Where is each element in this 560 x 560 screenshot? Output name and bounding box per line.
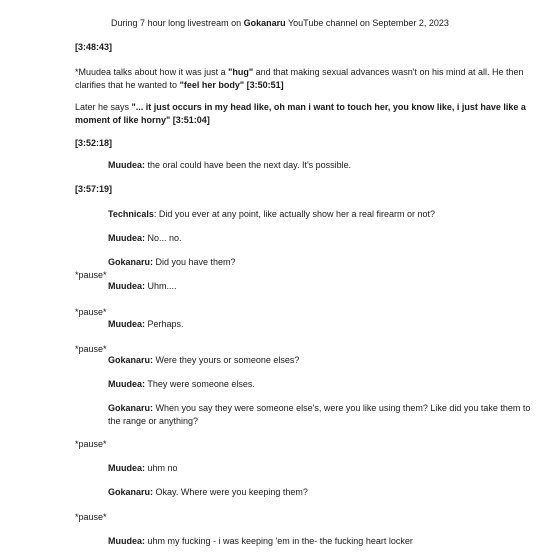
dialogue-line [108, 402, 538, 428]
line-text: Okay. Where were you keeping them? [153, 487, 308, 497]
line-text: uhm my fucking - i was keeping 'em in the- the fucking heart locker [145, 536, 413, 546]
speaker: Gokanaru: [108, 355, 154, 365]
paragraph-text: and that making sexual advances wasn't on his mind at all. He then clarifies that he wanted to [75, 67, 524, 90]
quote-feel: "feel her body" [179, 80, 245, 90]
speaker: Muudea: [108, 536, 145, 546]
dialogue-line [108, 535, 413, 548]
dialogue-line [108, 486, 308, 499]
header-text-end: YouTube channel on September 2, 2023 [285, 18, 449, 28]
line-text: When you say they were someone else's, were you like using them? Like did you take them to the range or anything? [108, 403, 531, 426]
quote-hug: "hug" [228, 67, 254, 77]
line-text: They were someone elses. [145, 379, 255, 389]
dialogue-line [108, 354, 299, 367]
line-text: uhm no [145, 463, 178, 473]
document-header [0, 17, 560, 30]
speaker: Muudea: [108, 319, 145, 329]
line-text: Perhaps. [145, 319, 184, 329]
pause-note: *pause* [75, 512, 107, 522]
timestamp: [3:57:19] [75, 184, 113, 194]
dialogue-line [108, 462, 178, 475]
pause-note: *pause* [75, 344, 107, 354]
header-text: During 7 hour long livestream on [111, 18, 244, 28]
paragraph-text: *Muudea talks about how it was just a [75, 67, 229, 77]
summary-paragraph [75, 66, 537, 92]
speaker: Muudea: [108, 463, 145, 473]
inline-timestamp: [3:50:51] [246, 80, 284, 90]
dialogue-line [108, 256, 236, 269]
speaker: Muudea: [108, 233, 145, 243]
speaker: Gokanaru: [108, 257, 154, 267]
line-text: No... no. [145, 233, 182, 243]
dialogue-line [108, 159, 351, 172]
line-text: Uhm.... [145, 281, 177, 291]
speaker: Gokanaru: [108, 403, 154, 413]
quote-text: "... it just occurs in my head like, oh man i want to touch her, you know like, i just have like a moment of like horny" [75, 102, 526, 125]
speaker: Technicals [108, 209, 154, 219]
inline-timestamp: [3:51:04] [172, 115, 210, 125]
speaker: Muudea: [108, 281, 145, 291]
pause-note: *pause* [75, 307, 107, 317]
pause-note: *pause* [75, 439, 107, 449]
dialogue-line [108, 232, 182, 245]
line-text: Were they yours or someone elses? [153, 355, 300, 365]
header-channel: Gokanaru [243, 18, 286, 28]
speaker: Gokanaru: [108, 487, 154, 497]
timestamp: [3:52:18] [75, 138, 113, 148]
dialogue-line [108, 208, 435, 221]
quote-paragraph [75, 101, 537, 127]
speaker: Muudea: [108, 160, 145, 170]
pause-note: *pause* [75, 270, 107, 280]
speaker: Muudea: [108, 379, 145, 389]
line-text: Did you have them? [153, 257, 236, 267]
dialogue-line [108, 378, 255, 391]
line-text: the oral could have been the next day. It's possible. [145, 160, 352, 170]
timestamp: [3:48:43] [75, 42, 113, 52]
dialogue-line [108, 280, 177, 293]
line-text: : Did you ever at any point, like actually show her a real firearm or not? [153, 209, 435, 219]
dialogue-line [108, 318, 184, 331]
paragraph-text: Later he says [75, 102, 132, 112]
